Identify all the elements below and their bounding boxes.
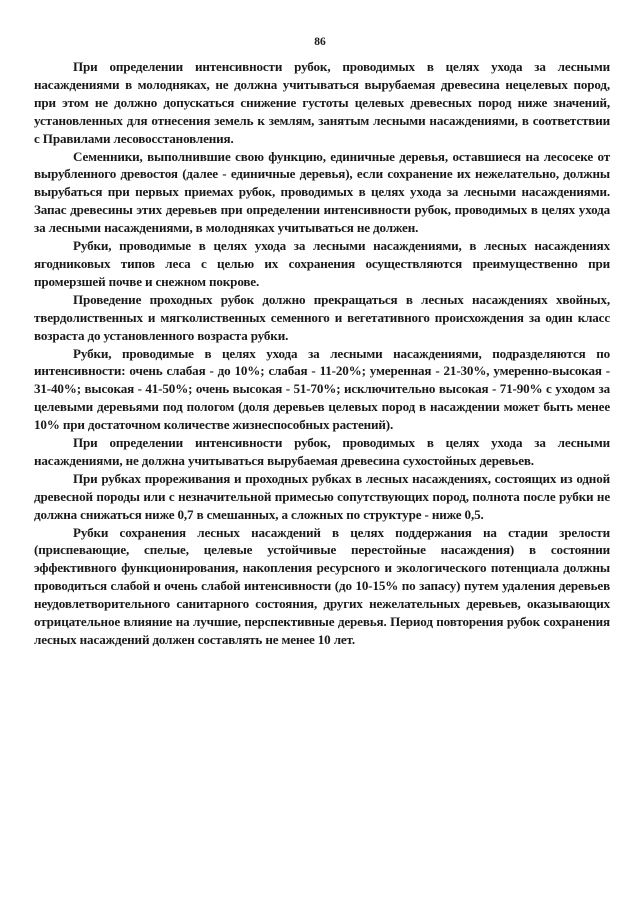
paragraph: Рубки сохранения лесных насаждений в целях поддержания на стадии зрелости (приспевающие, спелые, целевые устойчивые перестойные насаждения) в состоянии эффективного функционирования, накопления ресурсного и экологического потенциала должны проводиться слабой и очень слабой интенсивности (до 10-15% по запасу) путем удаления деревьев неудовлетворительного санитарного состояния, других нежелательных деревьев, оказывающих отрицательное влияние на лучшие, перспективные деревья. Период повторения рубок сохранения лесных насаждений должен составлять не менее 10 лет. <box>34 524 610 647</box>
paragraph: Рубки, проводимые в целях ухода за лесными насаждениями, в лесных насаждениях ягодниковых типов леса с целью их сохранения осуществляются преимущественно при промерзшей почве и снежном покрове. <box>34 238 610 289</box>
paragraph: При определении интенсивности рубок, проводимых в целях ухода за лесными насаждениями в молодняках, не должна учитываться вырубаемая древесина нецелевых пород, при этом не должно допускаться снижение густоты целевых древесных пород ниже значений, установленных для отнесения земель к землям, занятым лесными насаждениями, в соответствии с Правилами лесовосстановления. <box>34 59 610 146</box>
paragraph: Проведение проходных рубок должно прекращаться в лесных насаждениях хвойных, твердолиственных и мягколиственных семенного и вегетативного происхождения за один класс возраста до установленного возраста рубки. <box>34 291 610 343</box>
paragraph: Рубки, проводимые в целях ухода за лесными насаждениями, подразделяются по интенсивности: очень слабая - до 10%; слабая - 11-20%; умеренная - 21-30%, умеренно-высокая - 31-40%; высокая - 41-50%; очень высокая - 51-70%; исключительно высокая - 71-90% с уходом за целевыми деревьями под пологом (доля деревьев целевых пород в насаждении может быть менее 10% при достаточном количестве жизнеспособных растений). <box>34 345 610 433</box>
paragraph: Семенники, выполнившие свою функцию, единичные деревья, оставшиеся на лесосеке от вырубленного древостоя (далее - единичные деревья), если сохранение их нежелательно, должны вырубаться при первых приемах рубок, проводимых в целях ухода за лесными насаждениями. Запас древесины этих деревьев при определении интенсивности рубок, проводимых в целях ухода за лесными насаждениями, в молодняках учитываться не должен. <box>34 148 610 236</box>
paragraph: При рубках прореживания и проходных рубках в лесных насаждениях, состоящих из одной древесной породы или с незначительной примесью сопутствующих пород, полнота после рубки не должна снижаться ниже 0,7 в смешанных, а сложных по структуре - ниже 0,5. <box>34 470 610 522</box>
page-number: 86 <box>314 36 326 48</box>
document-body <box>34 58 610 649</box>
paragraph: При определении интенсивности рубок, проводимых в целях ухода за лесными насаждениями, не должна учитываться вырубаемая древесина сухостойных деревьев. <box>34 435 610 468</box>
